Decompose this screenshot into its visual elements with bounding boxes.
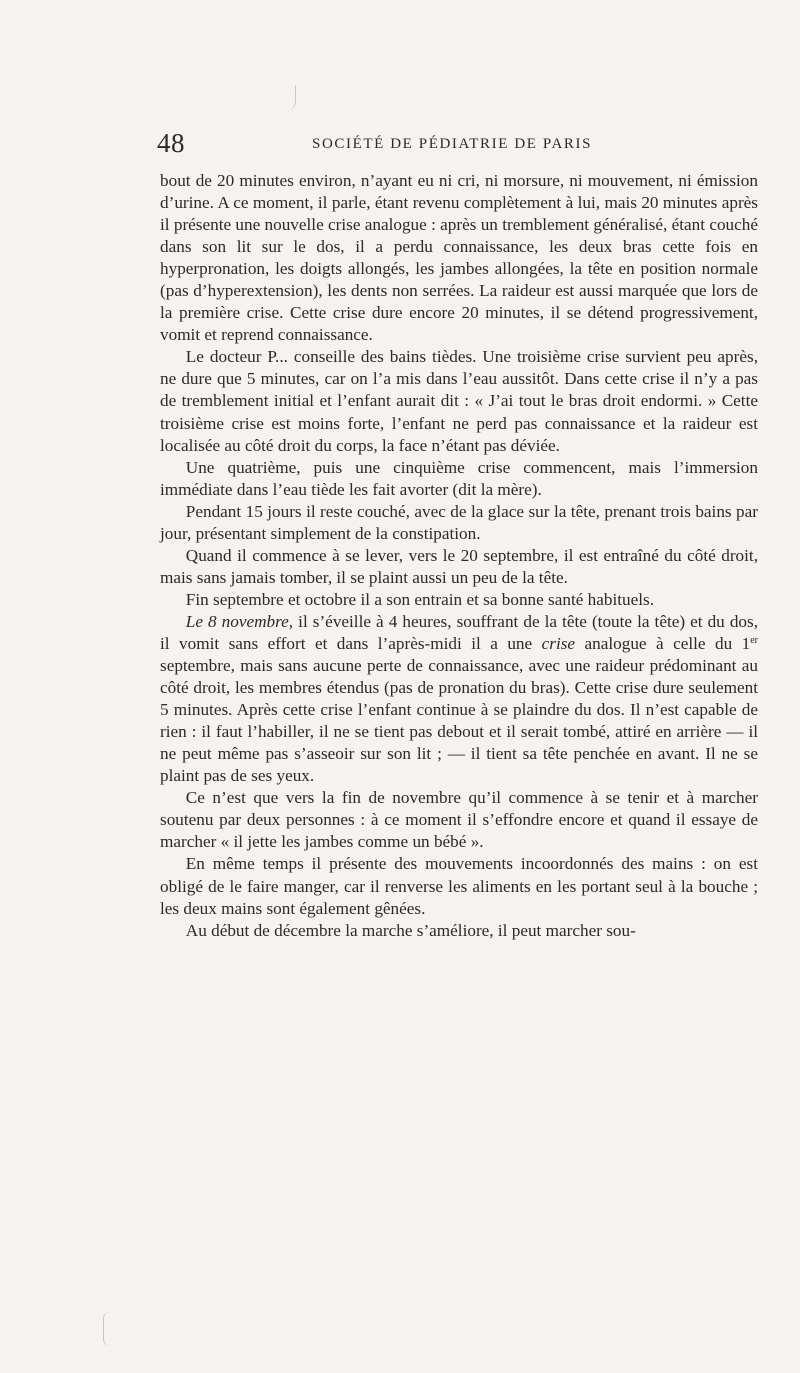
stray-pencil-mark (285, 85, 296, 111)
crise-italic: crise (541, 633, 576, 653)
paragraph-1: bout de 20 minutes environ, n’ayant eu ni cri, ni morsure, ni mouvement, ni émission d’urine. A ce moment, il parle, étant revenu complètement à lui, mais 20 minutes après il présente une nouvelle crise analogue : après un tremblement généralisé, étant couché dans son lit sur le dos, il a perdu connaissance, les deux bras cette fois en hyperpronation, les doigts allongés, les jambes allongées, la tête en position normale (pas d’hyperextension), les dents non serrées. La raideur est aussi marquée que lors de la première crise. Cette crise dure encore 20 minutes, il se détend progressivement, vomit et reprend connaissance. (160, 171, 758, 345)
paragraph-2: Le docteur P... conseille des bains tièdes. Une troisième crise survient peu après, ne dure que 5 minutes, car on l’a mis dans l’eau aussitôt. Dans cette crise il n’y a pas de tremblement initial et l’enfant aurait dit : « J’ai tout le bras droit endormi. » Cette troisième crise est moins forte, l’enfant ne perd pas connaissance et la raideur est localisée au côté droit du corps, la face n’étant pas déviée. (160, 347, 758, 455)
page-header (157, 126, 757, 166)
running-title: SOCIÉTÉ DE PÉDIATRIE DE PARIS (312, 136, 593, 152)
page-number: 48 (157, 128, 185, 158)
paragraph-7 (160, 611, 758, 787)
paragraph-4: Pendant 15 jours il reste couché, avec de la glace sur la tête, prenant trois bains par jour, présentant simplement de la constipation. (160, 501, 758, 543)
paragraph-7-part-c: septembre, mais sans aucune perte de connaissance, avec une raideur prédominant au côté droit, les membres étendus (pas de pronation du bras). Cette crise dure seulement 5 minutes. Après cette crise l’enfant continue à se plaindre du dos. Il n’est capable de rien : il faut l’habiller, il ne se tient pas debout et il serait tombé, attiré en arrière — il ne peut même pas s’asseoir sur son lit ; — il tient sa tête penchée en avant. Il ne se plaint pas de ses yeux. (160, 656, 758, 786)
paragraph-3: Une quatrième, puis une cinquième crise commencent, mais l’immersion immédiate dans l’eau tiède les fait avorter (dit la mère). (160, 457, 758, 499)
superscript-er: er (750, 634, 759, 646)
paragraph-6: Fin septembre et octobre il a son entrain et sa bonne santé habituels. (185, 589, 655, 609)
paragraph-7-part-a: il s’éveille à 4 heures, souffrant de la tête (toute la tête) et du dos, il vomit sans effort et dans l’après-midi il a une (160, 611, 758, 653)
paragraph-10: Au début de décembre la marche s’améliore, il peut marcher sou- (185, 920, 636, 940)
paragraph-5: Quand il commence à se lever, vers le 20 septembre, il est entraîné du côté droit, mais sans jamais tomber, il se plaint aussi un peu de la tête. (160, 545, 758, 587)
date-italic: Le 8 novembre, (185, 611, 294, 631)
body-text (160, 170, 758, 942)
paragraph-7-part-b: analogue à celle du 1 (584, 633, 751, 653)
margin-mark (103, 1312, 110, 1346)
paragraph-9: En même temps il présente des mouvements incoordonnés des mains : on est obligé de le faire manger, car il renverse les aliments en les portant seul à la bouche ; les deux mains sont également gênées. (160, 854, 758, 918)
paragraph-8: Ce n’est que vers la fin de novembre qu’il commence à se tenir et à marcher soutenu par deux personnes : à ce moment il s’effondre encore et quand il essaye de marcher « il jette les jambes comme un bébé ». (160, 788, 758, 852)
